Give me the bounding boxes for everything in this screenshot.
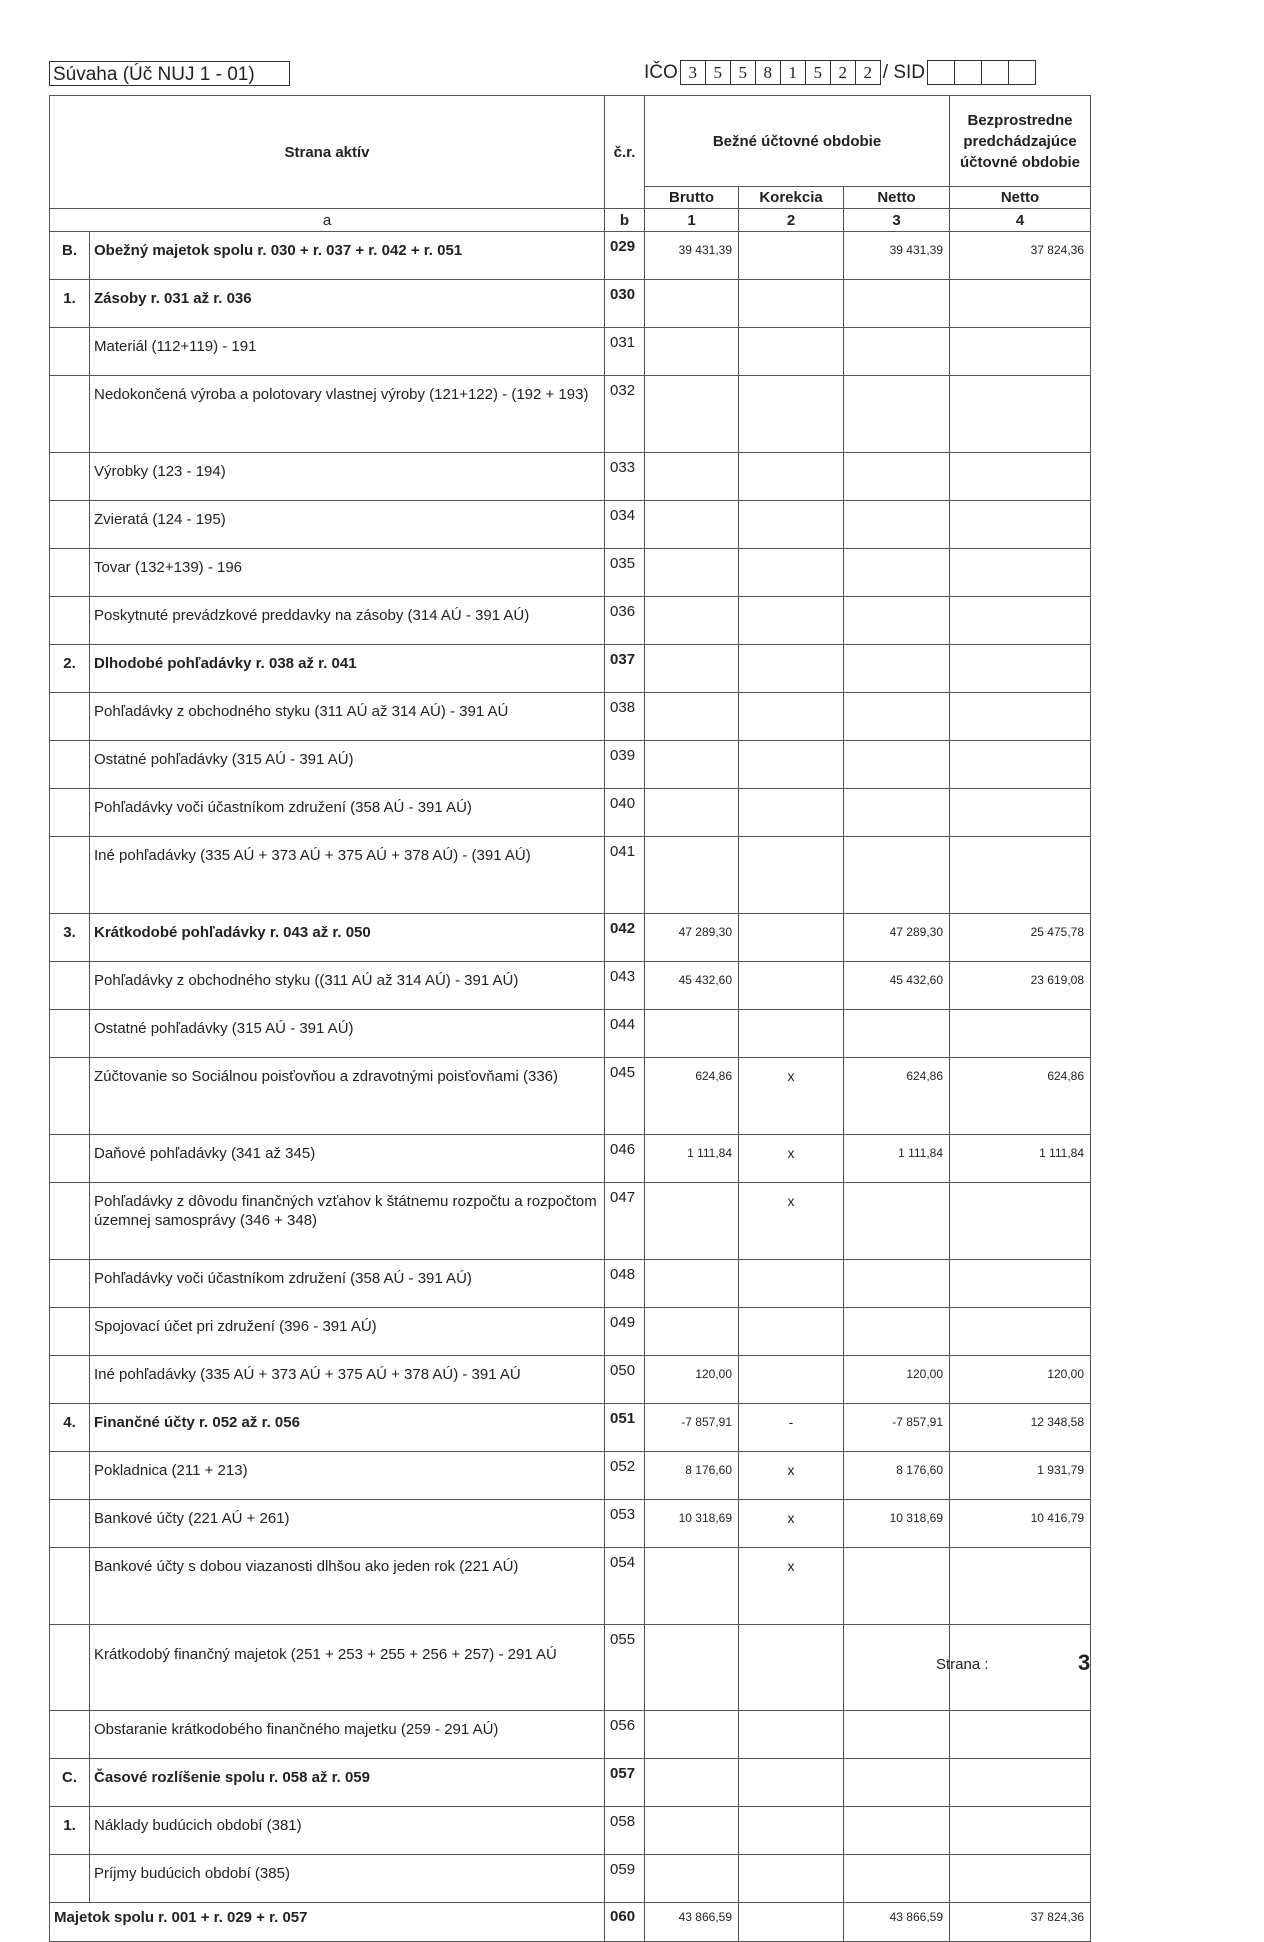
row-number: 040 <box>605 789 645 837</box>
row-label: Tovar (132+139) - 196 <box>90 549 605 597</box>
brutto-cell: 624,86 <box>645 1058 739 1135</box>
row-number: 037 <box>605 645 645 693</box>
korekcia-cell <box>739 1855 844 1903</box>
netto-cell <box>844 1625 950 1711</box>
header-current-period: Bežné účtovné obdobie <box>645 96 950 187</box>
brutto-cell: 10 318,69 <box>645 1500 739 1548</box>
col-3: 3 <box>844 209 950 232</box>
netto-cell: 47 289,30 <box>844 914 950 962</box>
netto-prev-cell <box>950 789 1091 837</box>
row-section-number <box>50 1452 90 1500</box>
netto-cell <box>844 280 950 328</box>
row-label: Pohľadávky voči účastníkom združení (358 AÚ - 391 AÚ) <box>90 789 605 837</box>
brutto-cell: 1 111,84 <box>645 1135 739 1183</box>
header-netto-prev: Netto <box>950 187 1091 209</box>
row-section-number <box>50 501 90 549</box>
row-label: Iné pohľadávky (335 AÚ + 373 AÚ + 375 AÚ + 378 AÚ) - 391 AÚ <box>90 1356 605 1404</box>
ico-label: IČO <box>644 62 678 83</box>
korekcia-cell <box>739 597 844 645</box>
brutto-cell <box>645 453 739 501</box>
netto-prev-cell <box>950 376 1091 453</box>
row-section-number <box>50 962 90 1010</box>
netto-prev-cell <box>950 453 1091 501</box>
header-previous-period: Bezprostredne predchádzajúce účtovné obdobie <box>950 96 1091 187</box>
row-number: 048 <box>605 1260 645 1308</box>
netto-cell <box>844 1807 950 1855</box>
table-row <box>50 1452 1091 1500</box>
row-number: 046 <box>605 1135 645 1183</box>
col-a: a <box>50 209 605 232</box>
korekcia-cell: x <box>739 1183 844 1260</box>
row-section-number <box>50 1548 90 1625</box>
table-row <box>50 1807 1091 1855</box>
netto-prev-cell <box>950 1548 1091 1625</box>
netto-cell <box>844 549 950 597</box>
row-number: 051 <box>605 1404 645 1452</box>
header-netto: Netto <box>844 187 950 209</box>
sid-digit-boxes <box>927 60 1036 85</box>
table-row <box>50 280 1091 328</box>
row-section-number <box>50 1855 90 1903</box>
brutto-cell <box>645 1855 739 1903</box>
row-number: 036 <box>605 597 645 645</box>
row-label: Pohľadávky z obchodného styku (311 AÚ až 314 AÚ) - 391 AÚ <box>90 693 605 741</box>
netto-prev-cell <box>950 597 1091 645</box>
netto-cell: 120,00 <box>844 1356 950 1404</box>
row-section-number: 2. <box>50 645 90 693</box>
table-row <box>50 645 1091 693</box>
korekcia-cell <box>739 693 844 741</box>
korekcia-cell <box>739 1903 844 1942</box>
row-label: Pohľadávky voči účastníkom združení (358 AÚ - 391 AÚ) <box>90 1260 605 1308</box>
korekcia-cell: x <box>739 1058 844 1135</box>
ico-digit: 3 <box>681 61 706 84</box>
row-section-number: 1. <box>50 280 90 328</box>
brutto-cell <box>645 837 739 914</box>
row-number: 059 <box>605 1855 645 1903</box>
korekcia-cell <box>739 741 844 789</box>
sid-digit <box>928 61 955 84</box>
balance-sheet-assets-table <box>49 95 1091 1942</box>
row-section-number <box>50 328 90 376</box>
netto-prev-cell <box>950 1260 1091 1308</box>
row-label: Časové rozlíšenie spolu r. 058 až r. 059 <box>90 1759 605 1807</box>
brutto-cell <box>645 549 739 597</box>
header-cr: č.r. <box>605 96 645 209</box>
row-section-number <box>50 693 90 741</box>
table-row <box>50 741 1091 789</box>
korekcia-cell <box>739 837 844 914</box>
row-section-number <box>50 1711 90 1759</box>
ico-digit: 5 <box>706 61 731 84</box>
row-section-number: 4. <box>50 1404 90 1452</box>
netto-prev-cell: 23 619,08 <box>950 962 1091 1010</box>
row-section-number <box>50 789 90 837</box>
table-row <box>50 1855 1091 1903</box>
row-label: Krátkodobé pohľadávky r. 043 až r. 050 <box>90 914 605 962</box>
row-number: 042 <box>605 914 645 962</box>
netto-prev-cell: 37 824,36 <box>950 232 1091 280</box>
netto-cell <box>844 1548 950 1625</box>
table-row <box>50 1903 1091 1942</box>
brutto-cell <box>645 328 739 376</box>
row-number: 060 <box>605 1903 645 1942</box>
page-number: 3 <box>1078 1650 1091 1675</box>
netto-cell: 8 176,60 <box>844 1452 950 1500</box>
korekcia-cell <box>739 1260 844 1308</box>
table-row <box>50 1260 1091 1308</box>
sid-digit <box>982 61 1009 84</box>
netto-prev-cell <box>950 1183 1091 1260</box>
netto-cell: 45 432,60 <box>844 962 950 1010</box>
row-section-number <box>50 1260 90 1308</box>
netto-cell <box>844 501 950 549</box>
row-label: Dlhodobé pohľadávky r. 038 až r. 041 <box>90 645 605 693</box>
brutto-cell <box>645 597 739 645</box>
col-1: 1 <box>645 209 739 232</box>
brutto-cell <box>645 1308 739 1356</box>
netto-prev-cell <box>950 837 1091 914</box>
brutto-cell <box>645 280 739 328</box>
row-section-number <box>50 1010 90 1058</box>
row-number: 054 <box>605 1548 645 1625</box>
table-row <box>50 1308 1091 1356</box>
row-number: 034 <box>605 501 645 549</box>
netto-prev-cell <box>950 549 1091 597</box>
row-section-number <box>50 1183 90 1260</box>
row-number: 032 <box>605 376 645 453</box>
row-number: 056 <box>605 1711 645 1759</box>
korekcia-cell <box>739 1356 844 1404</box>
row-section-number <box>50 1135 90 1183</box>
row-number: 058 <box>605 1807 645 1855</box>
row-number: 043 <box>605 962 645 1010</box>
row-label: Výrobky (123 - 194) <box>90 453 605 501</box>
row-number: 039 <box>605 741 645 789</box>
ico-digit: 1 <box>781 61 806 84</box>
netto-prev-cell <box>950 693 1091 741</box>
col-2: 2 <box>739 209 844 232</box>
row-number: 057 <box>605 1759 645 1807</box>
row-label: Spojovací účet pri združení (396 - 391 AÚ) <box>90 1308 605 1356</box>
sid-digit <box>1009 61 1035 84</box>
row-section-number <box>50 376 90 453</box>
sid-label: / SID <box>882 62 926 83</box>
row-label: Finančné účty r. 052 až r. 056 <box>90 1404 605 1452</box>
korekcia-cell <box>739 549 844 597</box>
ico-digit: 8 <box>756 61 781 84</box>
row-label: Bankové účty s dobou viazanosti dlhšou ako jeden rok (221 AÚ) <box>90 1548 605 1625</box>
row-label: Krátkodobý finančný majetok (251 + 253 + 255 + 256 + 257) - 291 AÚ <box>90 1625 605 1711</box>
row-number: 053 <box>605 1500 645 1548</box>
ico-digit: 5 <box>731 61 756 84</box>
row-section-number <box>50 597 90 645</box>
row-label: Zúčtovanie so Sociálnou poisťovňou a zdravotnými poisťovňami (336) <box>90 1058 605 1135</box>
table-row <box>50 597 1091 645</box>
header-brutto: Brutto <box>645 187 739 209</box>
row-label: Poskytnuté prevádzkové preddavky na zásoby (314 AÚ - 391 AÚ) <box>90 597 605 645</box>
row-label: Obstaranie krátkodobého finančného majetku (259 - 291 AÚ) <box>90 1711 605 1759</box>
netto-prev-cell: 25 475,78 <box>950 914 1091 962</box>
korekcia-cell <box>739 1711 844 1759</box>
brutto-cell <box>645 645 739 693</box>
ico-digit-boxes <box>680 60 881 85</box>
row-number: 047 <box>605 1183 645 1260</box>
korekcia-cell <box>739 280 844 328</box>
netto-cell <box>844 1010 950 1058</box>
row-section-number: C. <box>50 1759 90 1807</box>
netto-cell <box>844 597 950 645</box>
korekcia-cell: - <box>739 1404 844 1452</box>
brutto-cell <box>645 376 739 453</box>
brutto-cell <box>645 693 739 741</box>
row-number: 049 <box>605 1308 645 1356</box>
netto-prev-cell: 37 824,36 <box>950 1903 1091 1942</box>
netto-prev-cell: 12 348,58 <box>950 1404 1091 1452</box>
netto-cell <box>844 1759 950 1807</box>
table-row <box>50 232 1091 280</box>
brutto-cell: -7 857,91 <box>645 1404 739 1452</box>
row-label: Pohľadávky z obchodného styku ((311 AÚ až 314 AÚ) - 391 AÚ) <box>90 962 605 1010</box>
korekcia-cell <box>739 645 844 693</box>
netto-prev-cell: 624,86 <box>950 1058 1091 1135</box>
netto-prev-cell <box>950 1807 1091 1855</box>
netto-prev-cell <box>950 1308 1091 1356</box>
netto-prev-cell <box>950 280 1091 328</box>
table-row <box>50 914 1091 962</box>
col-b: b <box>605 209 645 232</box>
table-row <box>50 1010 1091 1058</box>
row-label: Pohľadávky z dôvodu finančných vzťahov k štátnemu rozpočtu a rozpočtom územnej samosprávy (346 + 348) <box>90 1183 605 1260</box>
row-label: Bankové účty (221 AÚ + 261) <box>90 1500 605 1548</box>
netto-cell <box>844 376 950 453</box>
netto-cell: 39 431,39 <box>844 232 950 280</box>
netto-cell <box>844 328 950 376</box>
ico-field <box>644 59 1036 86</box>
row-number: 030 <box>605 280 645 328</box>
row-number: 044 <box>605 1010 645 1058</box>
row-label: Materiál (112+119) - 191 <box>90 328 605 376</box>
brutto-cell: 43 866,59 <box>645 1903 739 1942</box>
netto-prev-cell: 1 931,79 <box>950 1452 1091 1500</box>
netto-prev-cell <box>950 645 1091 693</box>
row-number: 050 <box>605 1356 645 1404</box>
netto-cell <box>844 1711 950 1759</box>
brutto-cell <box>645 789 739 837</box>
korekcia-cell: x <box>739 1452 844 1500</box>
korekcia-cell <box>739 962 844 1010</box>
korekcia-cell <box>739 232 844 280</box>
korekcia-cell <box>739 789 844 837</box>
row-label: Náklady budúcich období (381) <box>90 1807 605 1855</box>
row-section-number <box>50 1500 90 1548</box>
sid-digit <box>955 61 982 84</box>
brutto-cell <box>645 501 739 549</box>
netto-cell: 10 318,69 <box>844 1500 950 1548</box>
ico-digit: 2 <box>863 63 873 82</box>
netto-cell <box>844 789 950 837</box>
row-number: 031 <box>605 328 645 376</box>
netto-prev-cell <box>950 501 1091 549</box>
row-number: 033 <box>605 453 645 501</box>
brutto-cell: 120,00 <box>645 1356 739 1404</box>
table-row <box>50 1183 1091 1260</box>
row-section-number <box>50 549 90 597</box>
korekcia-cell <box>739 1807 844 1855</box>
table-row <box>50 789 1091 837</box>
ico-digit: 5 <box>806 61 831 84</box>
table-row <box>50 453 1091 501</box>
netto-prev-cell <box>950 1711 1091 1759</box>
table-row <box>50 962 1091 1010</box>
row-label: Daňové pohľadávky (341 až 345) <box>90 1135 605 1183</box>
netto-prev-cell <box>950 1855 1091 1903</box>
table-row <box>50 1759 1091 1807</box>
row-label: Ostatné pohľadávky (315 AÚ - 391 AÚ) <box>90 741 605 789</box>
netto-cell <box>844 453 950 501</box>
netto-cell: 624,86 <box>844 1058 950 1135</box>
row-number: 055 <box>605 1625 645 1711</box>
row-label: Obežný majetok spolu r. 030 + r. 037 + r. 042 + r. 051 <box>90 232 605 280</box>
netto-prev-cell: 1 111,84 <box>950 1135 1091 1183</box>
korekcia-cell: x <box>739 1135 844 1183</box>
korekcia-cell <box>739 453 844 501</box>
table-row <box>50 1500 1091 1548</box>
row-section-number <box>50 1356 90 1404</box>
row-label: Zvieratá (124 - 195) <box>90 501 605 549</box>
row-section-number <box>50 837 90 914</box>
brutto-cell: 45 432,60 <box>645 962 739 1010</box>
brutto-cell <box>645 1010 739 1058</box>
row-section-number <box>50 453 90 501</box>
table-row <box>50 1404 1091 1452</box>
row-section-number: 1. <box>50 1807 90 1855</box>
ico-digit: 2 <box>831 61 856 84</box>
table-row <box>50 501 1091 549</box>
row-section-number <box>50 1308 90 1356</box>
row-section-number <box>50 1625 90 1711</box>
netto-cell: 43 866,59 <box>844 1903 950 1942</box>
row-number: 052 <box>605 1452 645 1500</box>
row-label: Ostatné pohľadávky (315 AÚ - 391 AÚ) <box>90 1010 605 1058</box>
netto-cell: 1 111,84 <box>844 1135 950 1183</box>
header-strana-aktiv: Strana aktív <box>50 96 605 209</box>
netto-prev-cell: 10 416,79 <box>950 1500 1091 1548</box>
row-number: 038 <box>605 693 645 741</box>
korekcia-cell <box>739 1010 844 1058</box>
korekcia-cell <box>739 1308 844 1356</box>
row-number: 035 <box>605 549 645 597</box>
netto-cell: -7 857,91 <box>844 1404 950 1452</box>
netto-cell <box>844 837 950 914</box>
table-row <box>50 1135 1091 1183</box>
table-row <box>50 1548 1091 1625</box>
brutto-cell <box>645 1807 739 1855</box>
netto-cell <box>844 1855 950 1903</box>
korekcia-cell: x <box>739 1500 844 1548</box>
table-row <box>50 837 1091 914</box>
brutto-cell <box>645 1260 739 1308</box>
table-row <box>50 328 1091 376</box>
korekcia-cell <box>739 501 844 549</box>
netto-prev-cell <box>950 328 1091 376</box>
row-number: 041 <box>605 837 645 914</box>
row-label: Zásoby r. 031 až r. 036 <box>90 280 605 328</box>
header-korekcia: Korekcia <box>739 187 844 209</box>
brutto-cell: 39 431,39 <box>645 232 739 280</box>
row-label: Iné pohľadávky (335 AÚ + 373 AÚ + 375 AÚ + 378 AÚ) - (391 AÚ) <box>90 837 605 914</box>
row-section-number: 3. <box>50 914 90 962</box>
table-row <box>50 549 1091 597</box>
row-number: 029 <box>605 232 645 280</box>
brutto-cell <box>645 741 739 789</box>
netto-cell <box>844 1308 950 1356</box>
korekcia-cell <box>739 1625 844 1711</box>
row-label: Nedokončená výroba a polotovary vlastnej výroby (121+122) - (192 + 193) <box>90 376 605 453</box>
table-row <box>50 1711 1091 1759</box>
table-row <box>50 1625 1091 1711</box>
korekcia-cell <box>739 1759 844 1807</box>
netto-cell <box>844 1183 950 1260</box>
form-title: Súvaha (Úč NUJ 1 - 01) <box>49 61 290 86</box>
netto-prev-cell <box>950 1759 1091 1807</box>
brutto-cell: 8 176,60 <box>645 1452 739 1500</box>
brutto-cell: 47 289,30 <box>645 914 739 962</box>
korekcia-cell <box>739 376 844 453</box>
row-section-number <box>50 741 90 789</box>
brutto-cell <box>645 1548 739 1625</box>
korekcia-cell <box>739 914 844 962</box>
brutto-cell <box>645 1625 739 1711</box>
table-row <box>50 376 1091 453</box>
korekcia-cell: x <box>739 1548 844 1625</box>
row-label: Pokladnica (211 + 213) <box>90 1452 605 1500</box>
netto-cell <box>844 1260 950 1308</box>
korekcia-cell <box>739 328 844 376</box>
row-label: Majetok spolu r. 001 + r. 029 + r. 057 <box>50 1903 605 1942</box>
table-row <box>50 1058 1091 1135</box>
netto-prev-cell: 120,00 <box>950 1356 1091 1404</box>
row-label: Príjmy budúcich období (385) <box>90 1855 605 1903</box>
col-4: 4 <box>950 209 1091 232</box>
table-row <box>50 1356 1091 1404</box>
brutto-cell <box>645 1183 739 1260</box>
row-number: 045 <box>605 1058 645 1135</box>
table-row <box>50 693 1091 741</box>
row-section-number: B. <box>50 232 90 280</box>
row-section-number <box>50 1058 90 1135</box>
netto-cell <box>844 693 950 741</box>
brutto-cell <box>645 1711 739 1759</box>
page-label: Strana : <box>936 1656 989 1673</box>
netto-prev-cell <box>950 741 1091 789</box>
brutto-cell <box>645 1759 739 1807</box>
netto-prev-cell <box>950 1010 1091 1058</box>
netto-cell <box>844 741 950 789</box>
netto-cell <box>844 645 950 693</box>
